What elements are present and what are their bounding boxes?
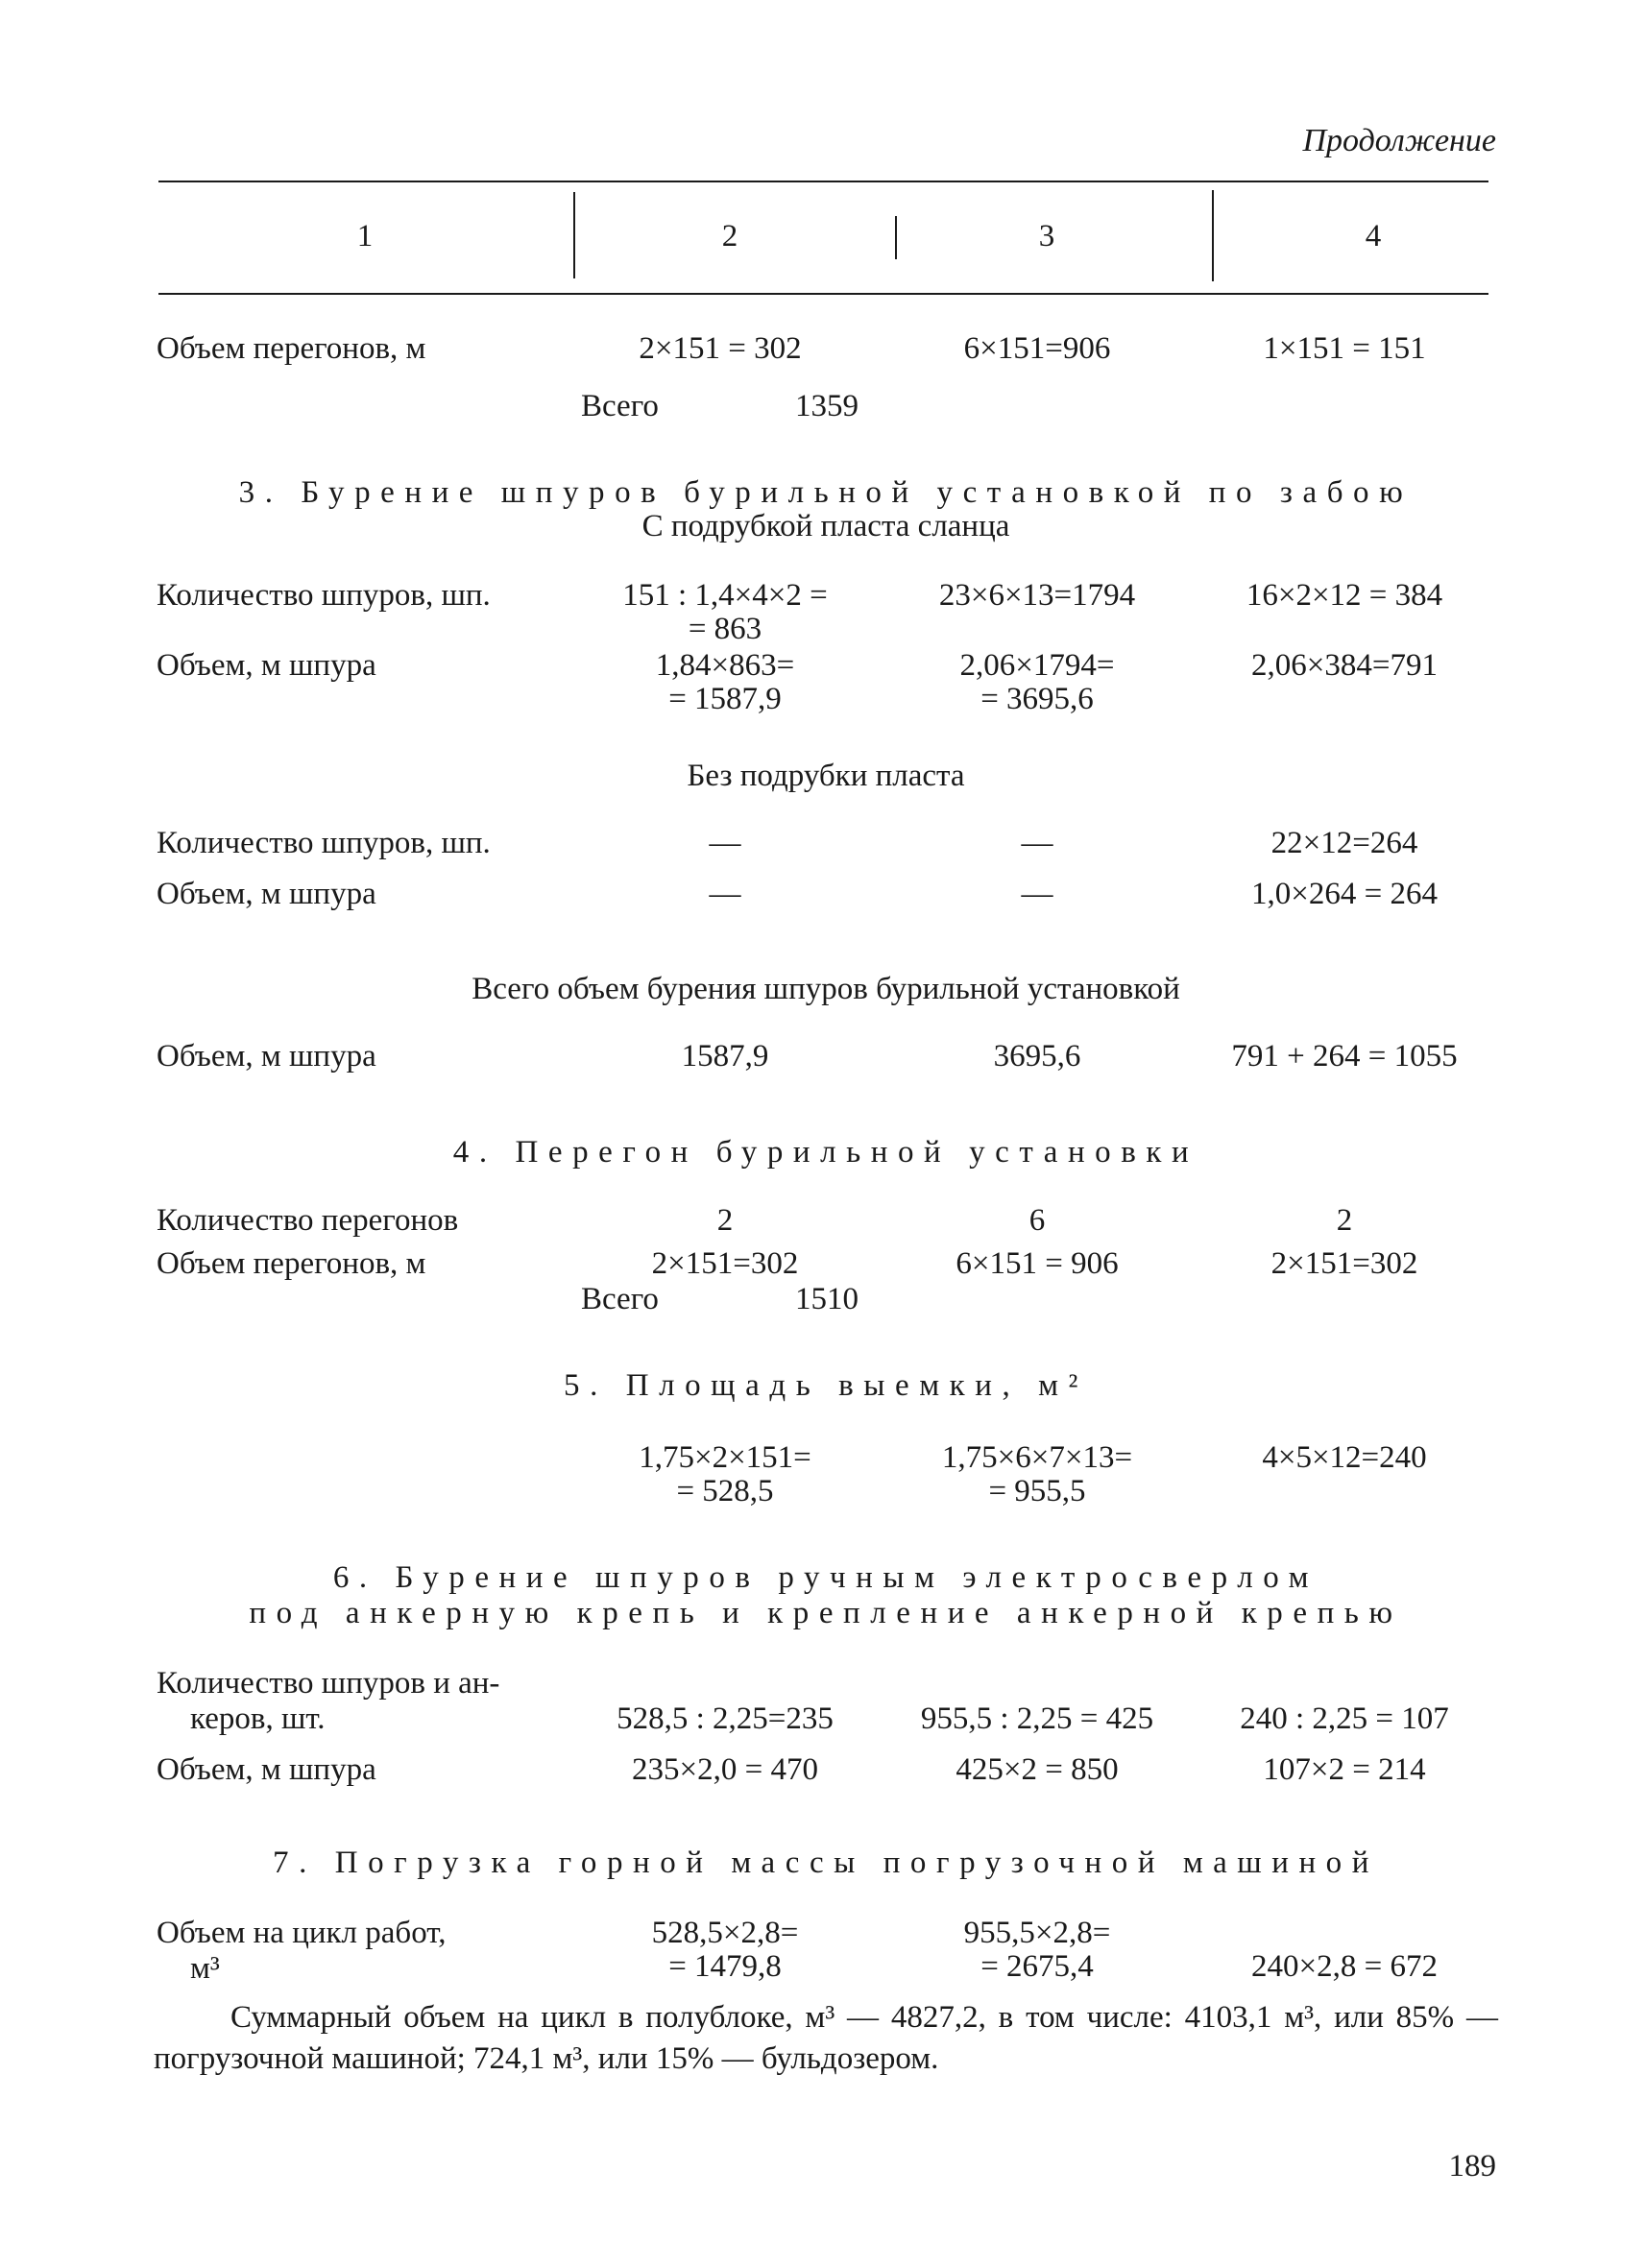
cell: = 955,5 xyxy=(988,1474,1086,1508)
total-label: Всего xyxy=(581,1282,659,1316)
cell: — xyxy=(1021,877,1053,911)
cell: 6×151 = 906 xyxy=(956,1246,1119,1281)
cell: 235×2,0 = 470 xyxy=(632,1752,818,1787)
cell: 107×2 = 214 xyxy=(1263,1752,1426,1787)
cell: 151 : 1,4×4×2 = xyxy=(622,578,828,613)
cell: 955,5 : 2,25 = 425 xyxy=(920,1701,1154,1736)
row-label: Объем, м шпура xyxy=(157,1039,376,1074)
cell: 2 xyxy=(716,1203,734,1238)
cell: 4×5×12=240 xyxy=(1262,1440,1427,1475)
summary-paragraph: Суммарный объем на цикл в полублоке, м³ — 4827,2, в том числе: 4103,1 м³, или 85% — погрузочной машиной; 724,1 м³, или 15% — бульдозером. xyxy=(154,2000,1498,2076)
column-header-1: 1 xyxy=(356,219,374,253)
column-divider xyxy=(1212,190,1214,281)
row-label: керов, шт. xyxy=(190,1701,326,1736)
section-title: 6. Бурение шпуров ручным электросверлом xyxy=(332,1560,1319,1595)
total-label: Всего xyxy=(581,389,659,423)
column-divider xyxy=(895,216,897,259)
cell: = 1587,9 xyxy=(668,682,782,716)
cell: 1,75×2×151= xyxy=(639,1440,811,1475)
cell: 2 xyxy=(1336,1203,1353,1238)
cell: = 1479,8 xyxy=(668,1949,782,1984)
cell: 2,06×384=791 xyxy=(1251,648,1438,683)
cell: 425×2 = 850 xyxy=(956,1752,1119,1787)
row-label: Объем на цикл работ, xyxy=(157,1916,447,1950)
row-label: Объем, м шпура xyxy=(157,648,376,683)
cell: = 3695,6 xyxy=(980,682,1094,716)
subsection-title: Всего объем бурения шпуров бурильной установкой xyxy=(472,972,1180,1006)
column-header-2: 2 xyxy=(721,219,738,253)
cell: 6 xyxy=(1028,1203,1046,1238)
cell: 791 + 264 = 1055 xyxy=(1231,1039,1458,1074)
section-title: 5. Площадь выемки, м² xyxy=(564,1368,1088,1403)
column-header-4: 4 xyxy=(1365,219,1382,253)
page-number: 189 xyxy=(1448,2149,1496,2184)
cell: 22×12=264 xyxy=(1270,826,1418,860)
column-divider xyxy=(573,192,575,278)
cell: 1,75×6×7×13= xyxy=(941,1440,1133,1475)
cell: 16×2×12 = 384 xyxy=(1246,578,1443,613)
total-value: 1359 xyxy=(795,389,859,423)
cell: — xyxy=(709,826,741,860)
cell: — xyxy=(1021,826,1053,860)
row-label: Количество перегонов xyxy=(157,1203,459,1238)
cell: 528,5×2,8= xyxy=(651,1916,799,1950)
cell: 240×2,8 = 672 xyxy=(1251,1949,1438,1984)
subsection-title: Без подрубки пласта xyxy=(687,759,965,793)
row-label: Количество шпуров, шп. xyxy=(157,578,491,613)
cell: 3695,6 xyxy=(993,1039,1081,1074)
continuation-label: Продолжение xyxy=(1302,123,1496,158)
total-value: 1510 xyxy=(795,1282,859,1316)
row-label: Объем перегонов, м xyxy=(157,331,426,366)
section-subtitle: С подрубкой пласта сланца xyxy=(641,509,1010,543)
cell: 2×151=302 xyxy=(651,1246,799,1281)
cell: 23×6×13=1794 xyxy=(938,578,1136,613)
table-header-rule xyxy=(158,293,1488,295)
section-title: под анкерную крепь и крепление анкерной крепью xyxy=(249,1596,1403,1630)
section-title: 7. Погрузка горной массы погрузочной машиной xyxy=(273,1846,1379,1880)
cell: 6×151=906 xyxy=(963,331,1111,366)
row-label: Количество шпуров, шп. xyxy=(157,826,491,860)
cell: 955,5×2,8= xyxy=(963,1916,1111,1950)
cell: 1587,9 xyxy=(681,1039,769,1074)
table-top-rule xyxy=(158,181,1488,182)
row-label: Объем перегонов, м xyxy=(157,1246,426,1281)
section-title: 3. Бурение шпуров бурильной установкой по забою xyxy=(238,475,1414,510)
cell: 2,06×1794= xyxy=(959,648,1115,683)
row-label: м³ xyxy=(190,1951,220,1986)
row-label: Объем, м шпура xyxy=(157,877,376,911)
cell: = 2675,4 xyxy=(980,1949,1094,1984)
cell: 240 : 2,25 = 107 xyxy=(1240,1701,1449,1736)
column-header-3: 3 xyxy=(1038,219,1055,253)
cell: — xyxy=(709,877,741,911)
cell: = 528,5 xyxy=(676,1474,774,1508)
row-label: Объем, м шпура xyxy=(157,1752,376,1787)
row-label: Количество шпуров и ан- xyxy=(157,1666,500,1701)
cell: 528,5 : 2,25=235 xyxy=(617,1701,834,1736)
cell: 2×151=302 xyxy=(1270,1246,1418,1281)
section-title: 4. Перегон бурильной установки xyxy=(452,1135,1199,1170)
cell: 1,0×264 = 264 xyxy=(1251,877,1438,911)
cell: 2×151 = 302 xyxy=(639,331,802,366)
cell: 1×151 = 151 xyxy=(1263,331,1426,366)
cell: 1,84×863= xyxy=(655,648,795,683)
cell: = 863 xyxy=(688,612,762,646)
